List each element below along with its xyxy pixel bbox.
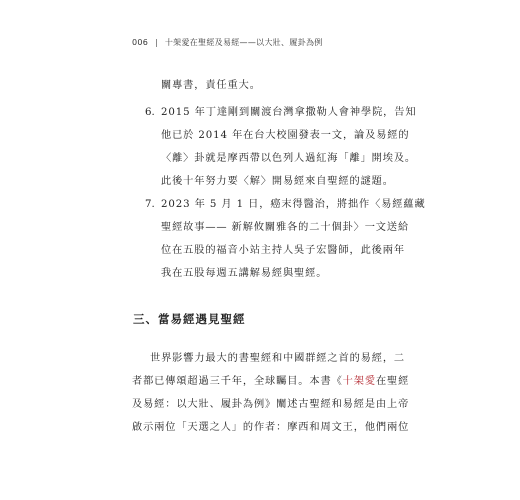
list-item-continuation: 關專書，責任重大。 — [161, 80, 261, 91]
paragraph-line: 世界影響力最大的書聖經和中國群經之首的易經，二 — [150, 353, 406, 364]
running-head — [132, 37, 323, 48]
highlighted-title-text: 十架愛 — [342, 376, 376, 387]
paragraph-text: 者都已傳頌超過三千年，全球矚目。本書《 — [132, 376, 343, 387]
list-item-line: 他已於 2014 年在台大校園發表一文，論及易經的 — [161, 130, 410, 141]
list-item-line: 此後十年努力要〈解〉開易經來自聖經的謎題。 — [161, 176, 394, 187]
list-item-line: 位在五股的福音小站主持人吳子宏醫師，此後兩年 — [161, 245, 405, 256]
page-number: 006 — [132, 38, 149, 47]
list-item-line: 2015 年丁達剛到關渡台灣拿撒勒人會神學院，告知 — [161, 107, 417, 118]
list-item-line: 2023 年 5 月 1 日，癌末得醫治，將拙作〈易經蘊藏 — [161, 199, 426, 210]
list-item-line: 我在五股每週五講解易經與聖經。 — [161, 268, 328, 279]
list-item-line: 聖經故事—— 新解攸關雅各的二十個卦〉一文送給 — [161, 222, 410, 233]
section-heading: 三、當易經遇見聖經 — [133, 312, 246, 326]
list-item-number: 6. — [145, 107, 155, 118]
paragraph-text: 在聖經 — [375, 376, 410, 387]
book-title: 十架愛在聖經及易經——以大壯、履卦為例 — [164, 38, 323, 47]
paragraph-line: 啟示兩位「天選之人」的作者：摩西和周文王，他們兩位 — [132, 422, 410, 433]
paragraph-line: 及易經：以大壯、履卦為例》闡述古聖經和易經是由上帝 — [132, 399, 410, 410]
list-item-line: 〈離〉卦就是摩西帶以色列人過紅海「離」開埃及。 — [161, 153, 417, 164]
header-separator: | — [155, 38, 159, 47]
paragraph-line — [132, 375, 409, 389]
list-item-number: 7. — [145, 199, 155, 210]
